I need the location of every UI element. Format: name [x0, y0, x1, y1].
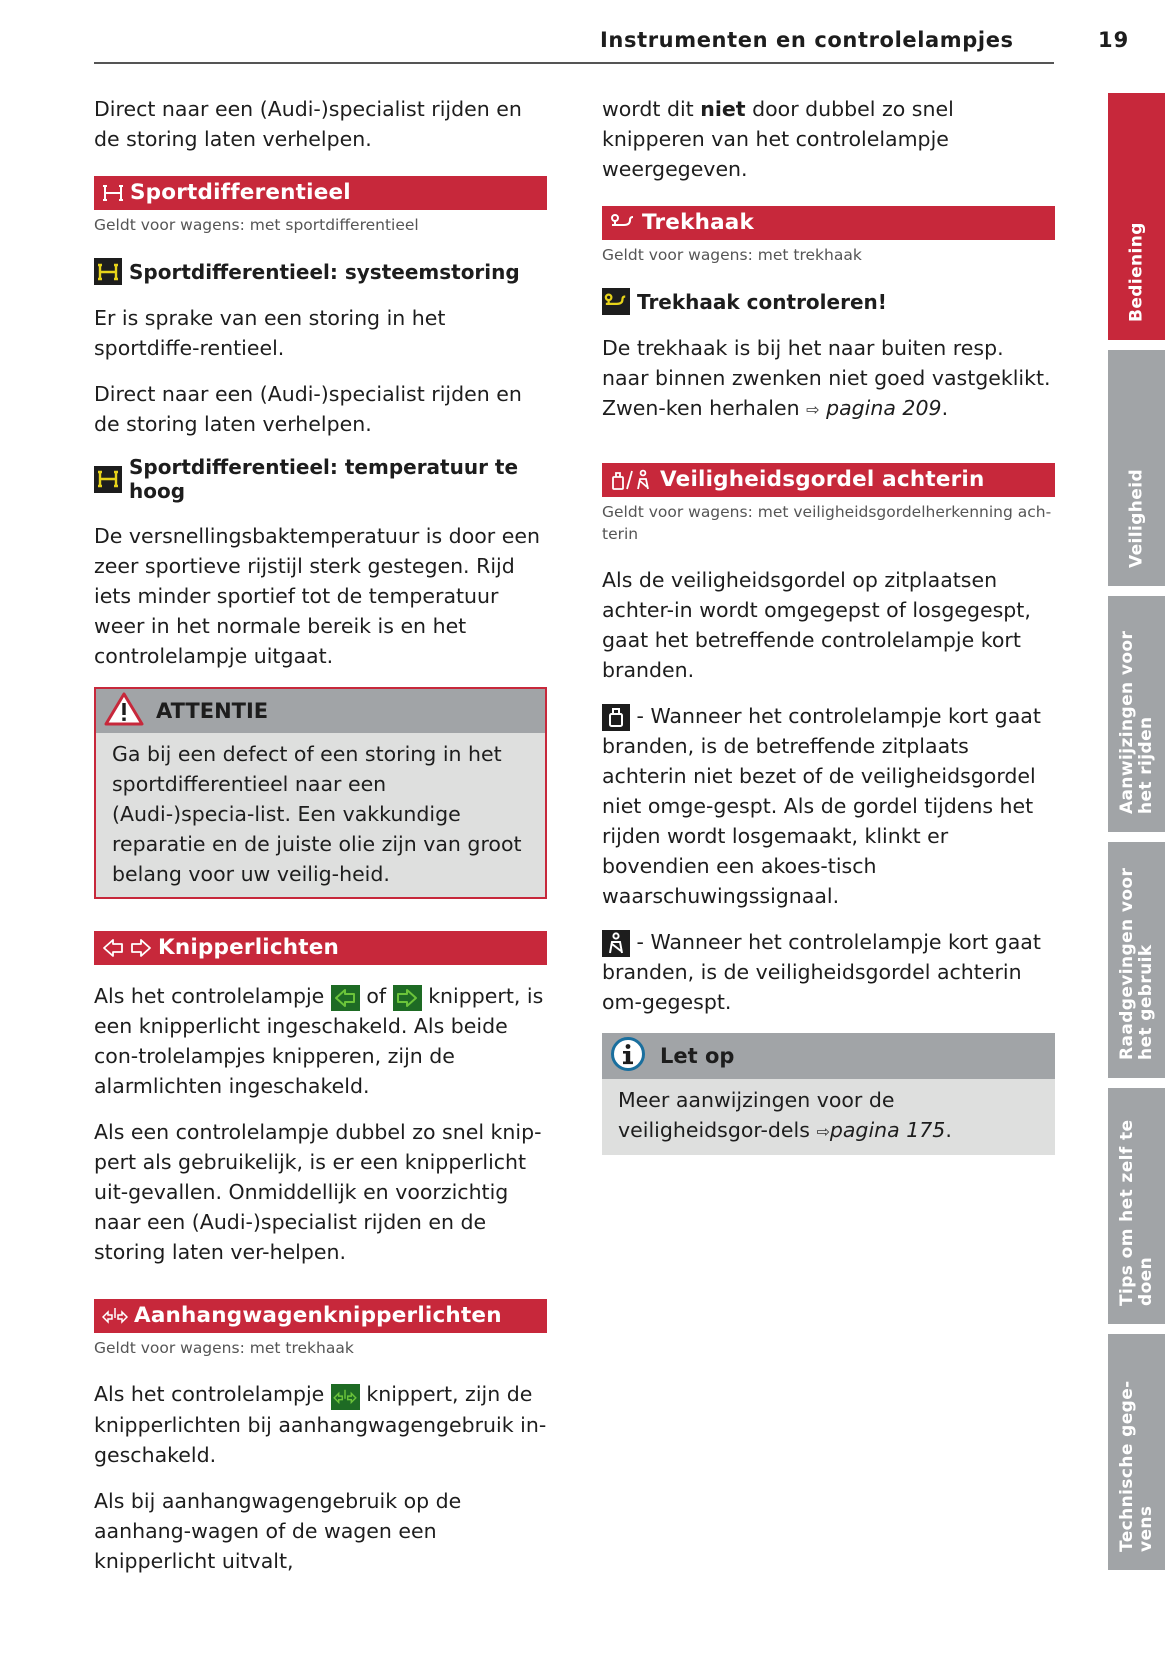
tab-veiligheid[interactable] — [1108, 350, 1165, 586]
page-number: 19 — [1098, 28, 1130, 52]
sportdiff-icon — [94, 466, 122, 493]
subheading-text: Trekhaak controleren! — [637, 289, 887, 314]
chapter-tabs — [1108, 0, 1165, 1653]
text-run: . — [945, 1118, 952, 1142]
seatbelt-icon — [610, 469, 654, 491]
applies-note: Geldt voor wagens: met trekhaak — [602, 246, 862, 264]
warning-triangle-icon — [104, 692, 144, 731]
turn-left-icon — [102, 938, 124, 958]
turn-left-icon — [331, 985, 360, 1011]
text-run: knippert, is een knipperlicht ingeschakeld. Als beide con-trolelampjes knipperen, zijn de alarmlichten ingeschakeld. — [94, 984, 544, 1098]
turn-right-icon — [130, 938, 152, 958]
text-run: door dubbel zo snel knipperen van het controlelampje weergegeven. — [602, 97, 954, 181]
attention-text: Ga bij een defect of een storing in het sportdifferentieel naar een (Audi-)specia-list. Een vakkundige reparatie en de juiste olie zijn van groot belang voor uw veilig-heid. — [112, 742, 522, 886]
note-box — [602, 1033, 1055, 1155]
section-title: Sportdifferentieel — [130, 180, 351, 205]
text-run: - Wanneer het controlelampje kort gaat branden, is de veiligheidsgordel achterin om-gegespt. — [602, 930, 1041, 1014]
section-header-trekhaak — [602, 206, 1055, 240]
attention-header — [96, 689, 545, 733]
text-run: knippert, zijn de knipperlichten bij aanhangwagengebruik in-geschakeld. — [94, 1382, 547, 1467]
paragraph: Als bij aanhangwagengebruik op de aanhang-wagen of de wagen een knipperlicht uitvalt, — [94, 1489, 462, 1573]
tab-raadgevingen[interactable] — [1108, 842, 1165, 1078]
sportdiff-icon — [94, 258, 122, 285]
text-run: De trekhaak is bij het naar buiten resp. naar binnen zwenken niet goed vastgeklikt. Zwen-ken herhalen — [602, 336, 1051, 420]
paragraph: Er is sprake van een storing in het sportdiffe-rentieel. — [94, 306, 446, 360]
paragraph: Als de veiligheidsgordel op zitplaatsen achter-in wordt omgegepst of losgegespt, gaat het betreffende controlelampje kort branden. — [602, 568, 1031, 682]
tab-label: Aanwijzingen voor het rijden — [1116, 630, 1156, 814]
section-header-aanhangwagen — [94, 1299, 547, 1333]
paragraph: Direct naar een (Audi-)specialist rijden en de storing laten verhelpen. — [94, 382, 522, 436]
subheading-system-fault — [94, 258, 547, 285]
note-text — [618, 1085, 1039, 1147]
text-run: Meer aanwijzingen voor de veiligheidsgor-dels — [618, 1088, 895, 1142]
turn-right-icon — [393, 985, 422, 1011]
paragraph: Als een controlelampje dubbel zo snel knip-pert als gebruikelijk, is er een knipperlicht uit-gevallen. Onmiddellijk en voorzichtig naar een (Audi-)specialist rijden en de storing laten ver-helpen. — [94, 1120, 542, 1264]
applies-note: Geldt voor wagens: met veiligheidsgordelherkenning ach-terin — [602, 503, 1052, 543]
trailer-turn-icon — [331, 1384, 360, 1410]
tab-tips[interactable] — [1108, 1088, 1165, 1324]
tab-aanwijzingen[interactable] — [1108, 596, 1165, 832]
paragraph-seat-empty — [602, 701, 1055, 911]
emphasis: niet — [700, 97, 746, 121]
trailer-turn-icon — [102, 1306, 128, 1326]
seat-empty-icon — [602, 704, 630, 731]
page-link[interactable]: pagina 175 — [829, 1118, 946, 1142]
note-title: Let op — [660, 1044, 735, 1068]
attention-box — [94, 687, 547, 899]
attention-title: ATTENTIE — [156, 699, 269, 723]
info-icon — [610, 1036, 646, 1077]
arrow-link-icon: ⇨ — [816, 1122, 830, 1141]
text-run: Als het controlelampje — [94, 984, 325, 1008]
section-title: Veiligheidsgordel achterin — [660, 467, 985, 492]
arrow-link-icon: ⇨ — [806, 400, 820, 419]
subheading-text: Sportdifferentieel: systeemstoring — [129, 259, 520, 284]
section-title: Trekhaak — [642, 210, 755, 235]
intro-paragraph: Direct naar een (Audi-)specialist rijden en de storing laten verhelpen. — [94, 97, 522, 151]
tab-label: Bediening — [1126, 222, 1146, 322]
text-run: Als het controlelampje — [94, 1382, 325, 1406]
continued-paragraph — [602, 94, 1055, 184]
paragraph-turn-signal — [94, 981, 547, 1101]
seatbelt-icon — [602, 930, 630, 957]
tab-technische-gegevens[interactable] — [1108, 1334, 1165, 1570]
section-title: Knipperlichten — [158, 935, 340, 960]
tab-bediening[interactable] — [1108, 93, 1165, 340]
subheading-text: Sportdifferentieel: temperatuur te hoog — [129, 455, 519, 503]
subheading-temperature — [94, 455, 547, 503]
note-header — [602, 1033, 1055, 1079]
page-link[interactable]: pagina 209 — [826, 396, 942, 420]
left-column — [94, 94, 547, 1592]
tab-label: Veiligheid — [1126, 468, 1146, 568]
paragraph-trailer-signal — [94, 1379, 547, 1470]
text-run: wordt dit — [602, 97, 694, 121]
applies-note: Geldt voor wagens: met sportdifferentieel — [94, 216, 419, 234]
header-rule — [94, 62, 1054, 64]
trailer-hitch-icon — [602, 288, 630, 315]
sportdiff-icon — [102, 183, 124, 203]
section-title: Aanhangwagenknipperlichten — [134, 1303, 502, 1328]
text-run: of — [366, 984, 387, 1008]
applies-note: Geldt voor wagens: met trekhaak — [94, 1339, 354, 1357]
tab-label: Raadgevingen voor het gebruik — [1116, 867, 1156, 1060]
tab-label: Tips om het zelf te doen — [1116, 1119, 1156, 1306]
subheading-trekhaak — [602, 288, 1055, 315]
section-header-sportdifferentieel — [94, 176, 547, 210]
section-header-knipperlichten — [94, 931, 547, 965]
paragraph-trekhaak — [602, 333, 1055, 425]
page-header-title: Instrumenten en controlelampjes — [600, 28, 1014, 52]
paragraph-belt-fastened — [602, 927, 1055, 1017]
tab-label: Technische gege-vens — [1116, 1380, 1156, 1552]
section-header-gordel — [602, 463, 1055, 497]
text-run: . — [941, 396, 949, 420]
paragraph: De versnellingsbaktemperatuur is door een zeer sportieve rijstijl sterk gestegen. Rijd iets minder sportief tot de temperatuur weer in het normale bereik is en het controlelampje uitgaat. — [94, 524, 540, 668]
trailer-hitch-icon — [610, 213, 636, 233]
text-run: - Wanneer het controlelampje kort gaat branden, is de betreffende zitplaats achterin niet bezet of de veiligheidsgordel niet omge-gespt. Als de gordel tijdens het rijden wordt losgemaakt, klinkt er bovendien een akoes-tisch waarschuwingssignaal. — [602, 704, 1041, 908]
right-column — [602, 94, 1055, 1155]
